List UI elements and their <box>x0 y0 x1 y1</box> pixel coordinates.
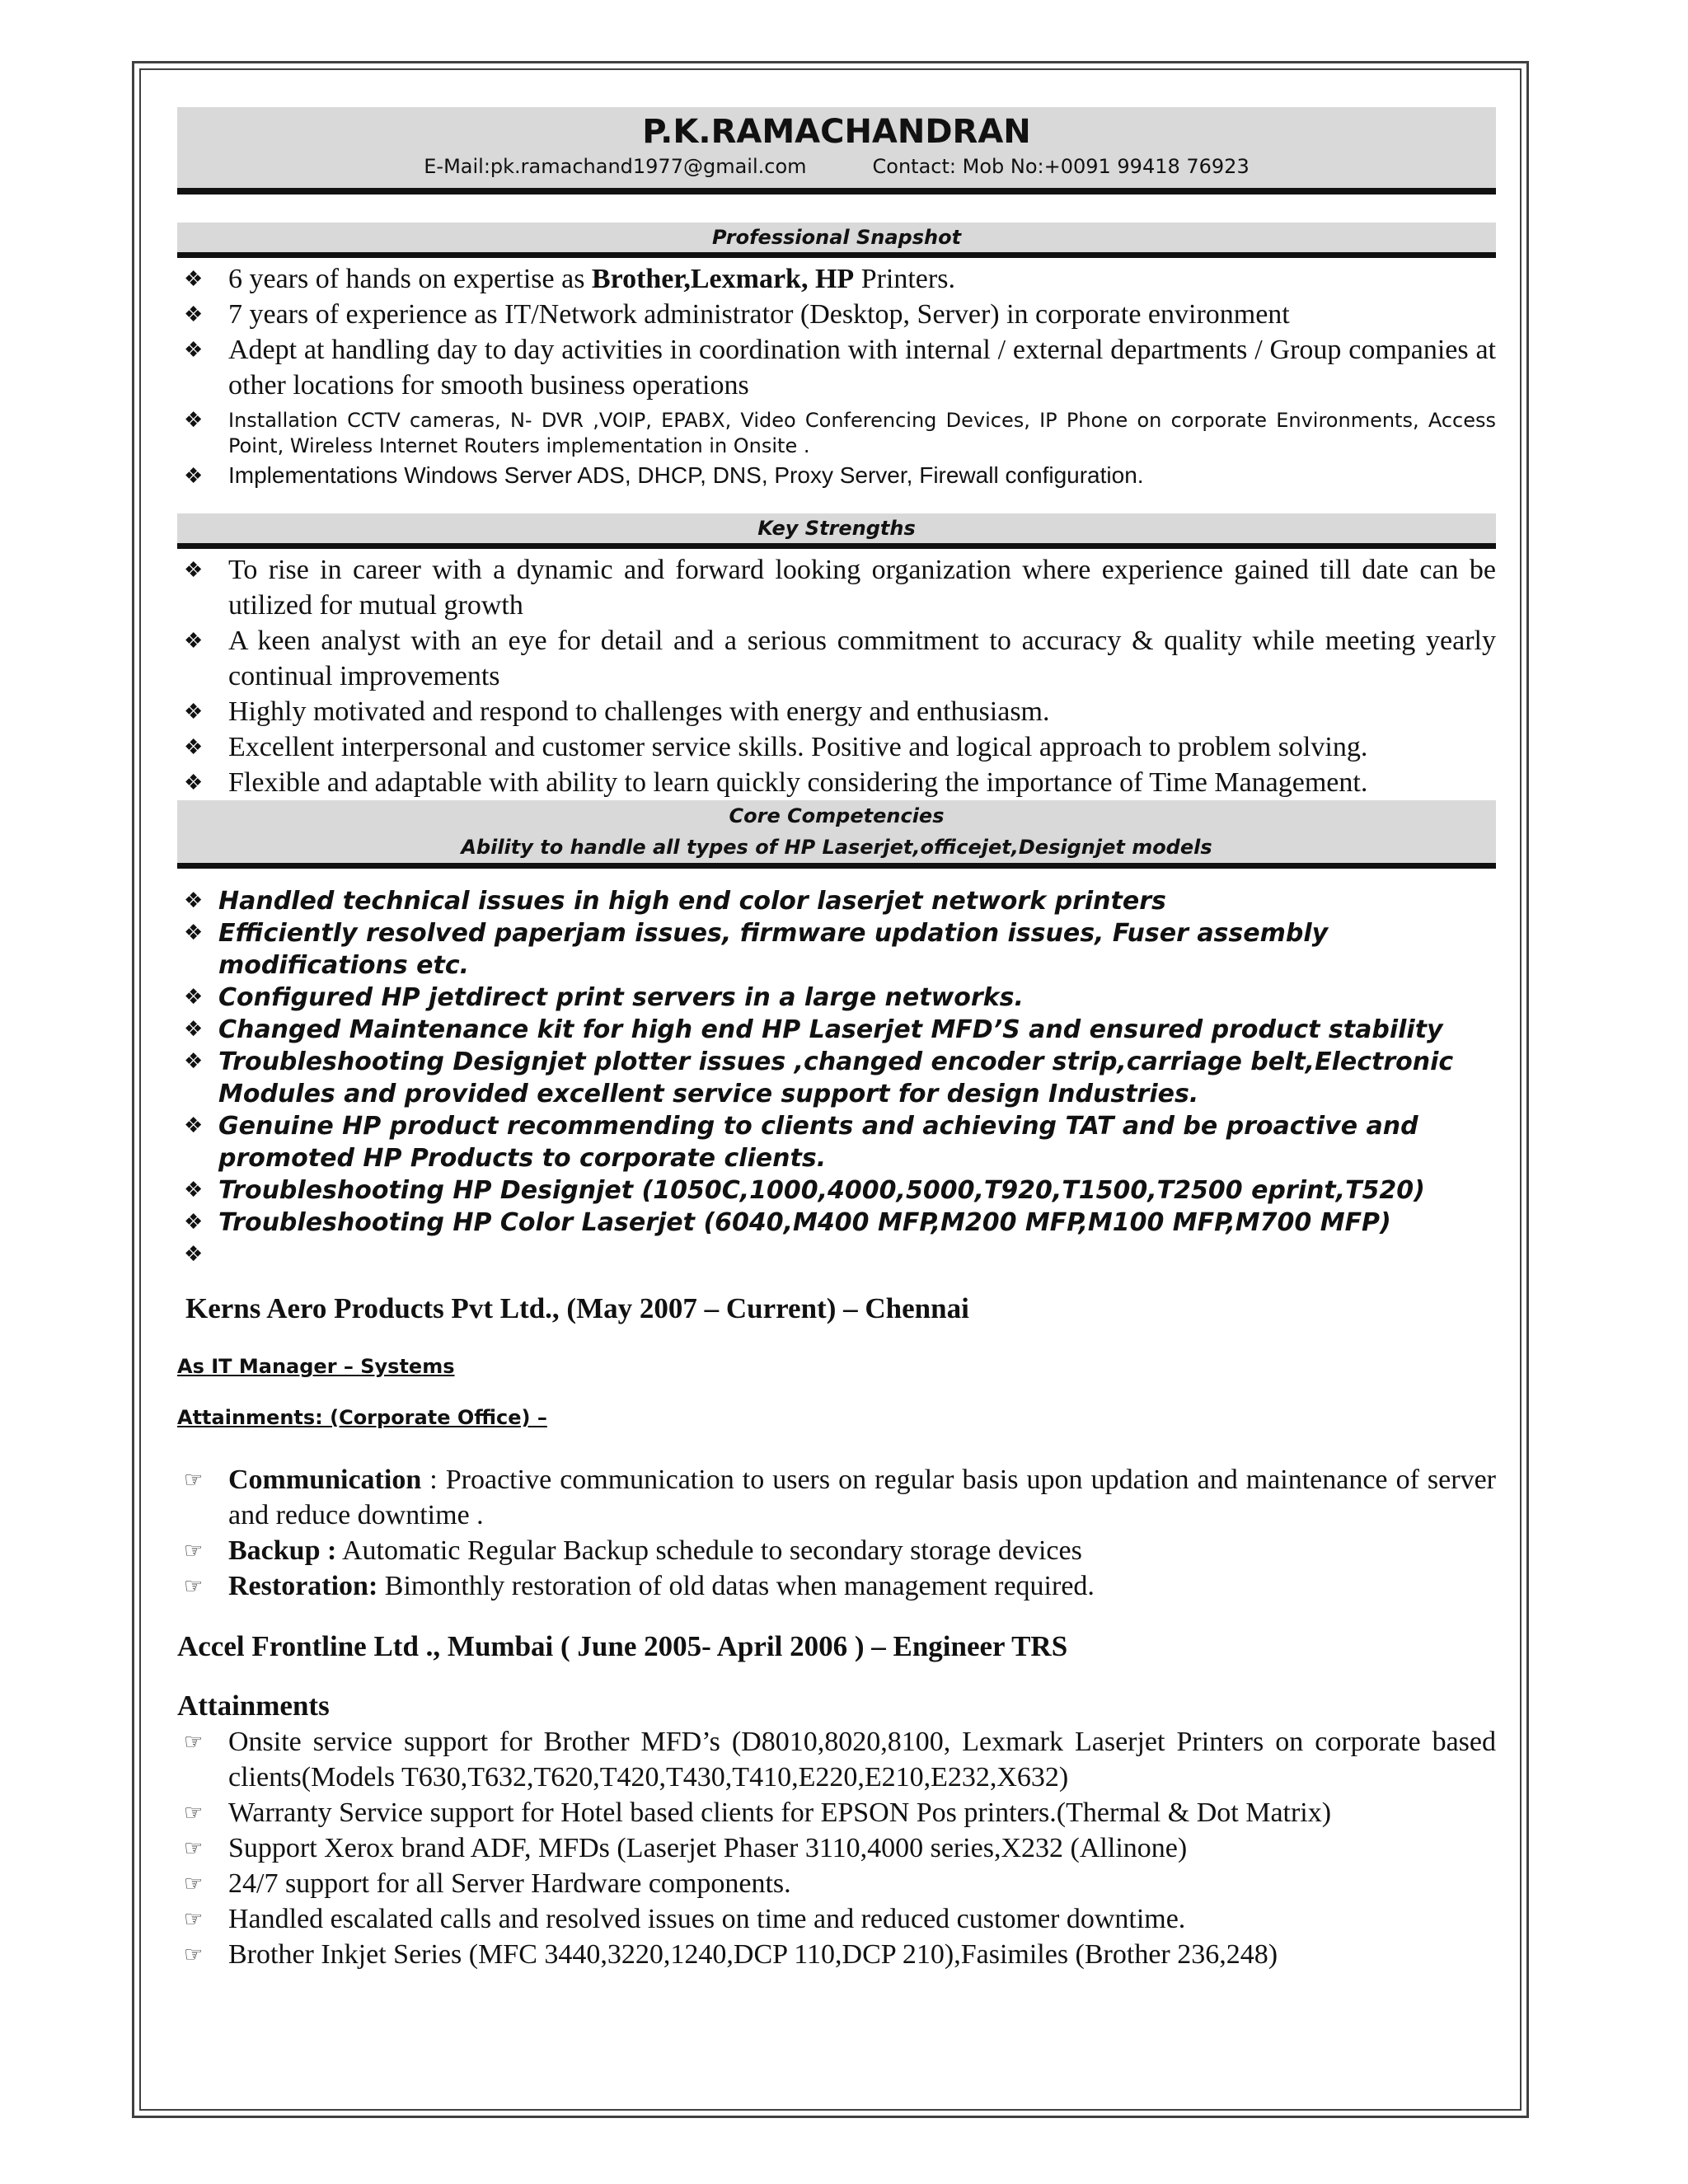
list-item: ☞ 24/7 support for all Server Hardware components. <box>177 1866 1496 1901</box>
diamond-bullet-icon: ❖ <box>184 700 204 724</box>
contact-line <box>177 152 1496 180</box>
diamond-bullet-icon: ❖ <box>184 463 204 488</box>
list-item: ❖ Highly motivated and respond to challenges with energy and enthusiasm. <box>177 694 1496 729</box>
diamond-bullet-icon: ❖ <box>184 267 204 291</box>
job1-company-heading: Kerns Aero Products Pvt Ltd., (May 2007 – Current) – Chennai <box>185 1292 969 1324</box>
pointing-hand-icon: ☞ <box>184 1943 204 1966</box>
list-item: ❖ Adept at handling day to day activities in coordination with internal / external departments / Group companies at other locations for smooth business operations <box>177 332 1496 403</box>
section-rule <box>177 863 1496 869</box>
section-heading-professional-snapshot: Professional Snapshot <box>177 223 1496 252</box>
diamond-bullet-icon: ❖ <box>184 1017 204 1042</box>
diamond-bullet-icon: ❖ <box>184 629 204 653</box>
header-band <box>177 107 1496 188</box>
job1-attainments-label: Attainments: (Corporate Office) – <box>177 1406 547 1429</box>
key-strengths-list <box>177 552 1496 800</box>
diamond-bullet-icon: ❖ <box>184 1113 204 1138</box>
pointing-hand-icon: ☞ <box>184 1574 204 1598</box>
header-rule <box>177 188 1496 194</box>
resume-content <box>177 107 1496 1972</box>
diamond-bullet-icon: ❖ <box>184 985 204 1010</box>
pointing-hand-icon: ☞ <box>184 1730 204 1754</box>
diamond-bullet-icon: ❖ <box>184 1178 204 1202</box>
candidate-name: P.K.RAMACHANDRAN <box>642 113 1031 151</box>
list-item: ❖ Troubleshooting Designjet plotter issues ,changed encoder strip,carriage belt,Electronic Modules and provided excellent service support for design Industries. <box>184 1047 1454 1108</box>
diamond-bullet-icon: ❖ <box>184 771 204 794</box>
list-item: ❖ A keen analyst with an eye for detail and a serious commitment to accuracy & quality while meeting yearly continual improvements <box>177 623 1496 694</box>
diamond-bullet-icon: ❖ <box>184 735 204 759</box>
list-item: ❖ Implementations Windows Server ADS, DHCP, DNS, Proxy Server, Firewall configuration. <box>177 459 1496 492</box>
phone-text: Contact: Mob No:+0091 99418 76923 <box>872 155 1250 178</box>
diamond-bullet-icon: ❖ <box>184 558 204 582</box>
section-heading-core-competencies <box>177 800 1496 863</box>
list-item <box>177 1239 1496 1271</box>
diamond-bullet-icon: ❖ <box>184 1210 204 1235</box>
job1-role: As IT Manager – Systems <box>177 1355 455 1378</box>
core-competencies-list <box>177 885 1496 1271</box>
list-item: ❖ Genuine HP product recommending to clients and achieving TAT and be proactive and promoted HP Products to corporate clients. <box>184 1112 1418 1173</box>
core-competencies-subtitle: Ability to handle all types of HP Laserjet,officejet,Designjet models <box>461 836 1212 859</box>
diamond-bullet-icon: ❖ <box>184 888 204 913</box>
list-item: ❖ Configured HP jetdirect print servers in a large networks. <box>184 983 1024 1012</box>
email-text: E-Mail:pk.ramachand1977@gmail.com <box>424 155 807 178</box>
job1-attainments-list <box>177 1462 1496 1604</box>
list-item: ☞ Support Xerox brand ADF, MFDs (Laserjet Phaser 3110,4000 series,X232 (Allinone) <box>177 1830 1496 1866</box>
list-item: ☞ Restoration: Bimonthly restoration of old datas when management required. <box>177 1568 1496 1604</box>
pointing-hand-icon: ☞ <box>184 1836 204 1860</box>
list-item: ☞ Communication : Proactive communication to users on regular basis upon updation and maintenance of server and reduce downtime . <box>177 1462 1496 1533</box>
core-competencies-title: Core Competencies <box>729 804 945 827</box>
job2-attainments-label: Attainments <box>177 1690 330 1722</box>
list-item: ❖ Excellent interpersonal and customer service skills. Positive and logical approach to problem solving. <box>177 729 1496 765</box>
list-item: ❖ Changed Maintenance kit for high end HP Laserjet MFD’S and ensured product stability <box>184 1015 1443 1044</box>
section-rule <box>177 543 1496 549</box>
list-item: ❖ Efficiently resolved paperjam issues, firmware updation issues, Fuser assembly modifications etc. <box>184 919 1329 980</box>
list-item: ☞ Warranty Service support for Hotel based clients for EPSON Pos printers.(Thermal & Dot Matrix) <box>177 1795 1496 1830</box>
snapshot-list <box>177 261 1496 492</box>
list-item: ❖ To rise in career with a dynamic and forward looking organization where experience gained till date can be utilized for mutual growth <box>177 552 1496 623</box>
list-item: ❖ Flexible and adaptable with ability to learn quickly considering the importance of Time Management. <box>177 765 1496 800</box>
list-item: ❖ Handled technical issues in high end color laserjet network printers <box>184 887 1166 916</box>
diamond-bullet-icon: ❖ <box>184 302 204 326</box>
list-item: ☞ Onsite service support for Brother MFD’s (D8010,8020,8100, Lexmark Laserjet Printers on corporate based clients(Models T630,T632,T620,T420,T430,T410,E220,E210,E232,X632) <box>177 1724 1496 1795</box>
list-item: ☞ Handled escalated calls and resolved issues on time and reduced customer downtime. <box>177 1901 1496 1937</box>
list-item: ❖ Installation CCTV cameras, N- DVR ,VOIP, EPABX, Video Conferencing Devices, IP Phone on corporate Environments, Access Point, Wireless Internet Routers implementation in Onsite . <box>184 408 1496 457</box>
pointing-hand-icon: ☞ <box>184 1539 204 1563</box>
pointing-hand-icon: ☞ <box>184 1907 204 1931</box>
section-heading-key-strengths: Key Strengths <box>177 513 1496 543</box>
list-item: ❖ Troubleshooting HP Color Laserjet (6040,M400 MFP,M200 MFP,M100 MFP,M700 MFP) <box>184 1208 1391 1237</box>
diamond-bullet-icon: ❖ <box>184 921 204 945</box>
pointing-hand-icon: ☞ <box>184 1872 204 1896</box>
list-item: ❖ 7 years of experience as IT/Network administrator (Desktop, Server) in corporate environment <box>177 297 1496 332</box>
section-rule <box>177 252 1496 258</box>
list-item: ❖ Troubleshooting HP Designjet (1050C,1000,4000,5000,T920,T1500,T2500 eprint,T520) <box>184 1176 1425 1205</box>
job2-attainments-list <box>177 1724 1496 1972</box>
diamond-bullet-icon: ❖ <box>184 338 204 362</box>
pointing-hand-icon: ☞ <box>184 1468 204 1492</box>
list-item: ☞ Brother Inkjet Series (MFC 3440,3220,1240,DCP 110,DCP 210),Fasimiles (Brother 236,248) <box>177 1937 1496 1972</box>
diamond-bullet-icon: ❖ <box>184 408 204 433</box>
diamond-bullet-icon: ❖ <box>184 1049 204 1074</box>
diamond-bullet-icon: ❖ <box>184 1242 204 1267</box>
job2-company-heading: Accel Frontline Ltd ., Mumbai ( June 2005- April 2006 ) – Engineer TRS <box>177 1630 1068 1662</box>
list-item: ☞ Backup : Automatic Regular Backup schedule to secondary storage devices <box>177 1533 1496 1568</box>
list-item: ❖ 6 years of hands on expertise as Brother,Lexmark, HP Printers. <box>177 261 1496 297</box>
pointing-hand-icon: ☞ <box>184 1801 204 1825</box>
